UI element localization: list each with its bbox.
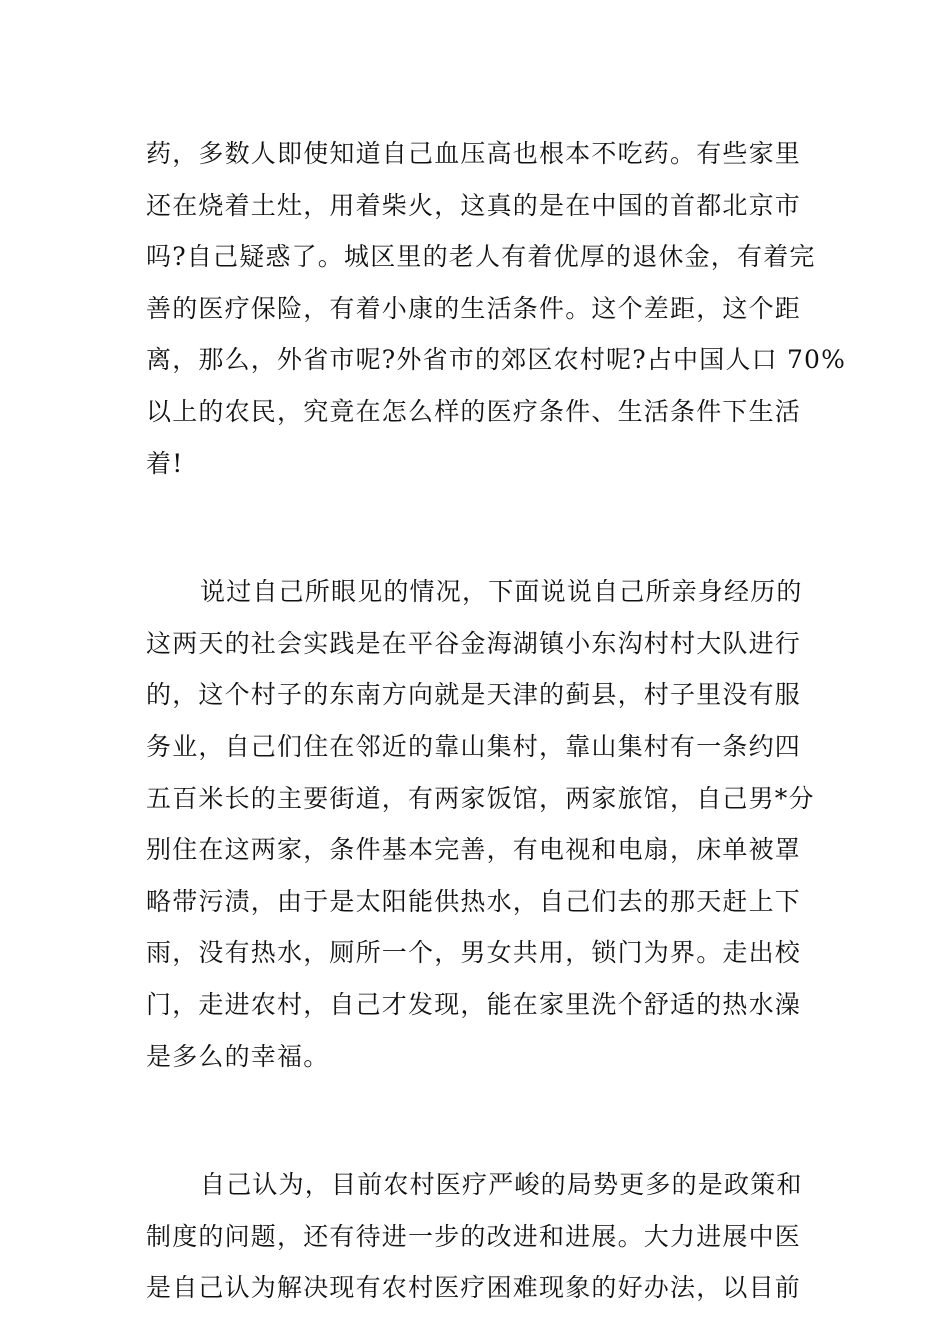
paragraph-line: 离，那么，外省市呢?外省市的郊区农村呢?占中国人口 70%: [146, 345, 847, 375]
paragraph-line: 药，多数人即使知道自己血压高也根本不吃药。有些家里: [146, 139, 802, 168]
paragraph-3: [146, 1159, 806, 1314]
paragraph-line: 略带污渍，由于是太阳能供热水，自己们去的那天赶上下: [146, 886, 802, 916]
paragraph-line: 雨，没有热水，厕所一个，男女共用，锁门为界。走出校: [146, 938, 802, 968]
paragraph-line: 五百米长的主要街道，有两家饭馆，两家旅馆，自己男*分: [146, 783, 815, 813]
paragraph-line: 吗?自己疑惑了。城区里的老人有着优厚的退休金，有着完: [146, 242, 816, 272]
document-body: [146, 128, 847, 1314]
paragraph-line: 以上的农民，究竟在怎么样的医疗条件、生活条件下生活: [146, 396, 802, 426]
paragraph-line: 制度的问题，还有待进一步的改进和进展。大力进展中医: [146, 1221, 802, 1251]
paragraph-line: 善的医疗保险，有着小康的生活条件。这个差距，这个距: [146, 293, 802, 323]
paragraph-line: 门，走进农村，自己才发现，能在家里洗个舒适的热水澡: [146, 989, 802, 1019]
paragraph-spacer: [146, 489, 806, 566]
paragraph-2: [146, 566, 815, 1082]
paragraph-line: 是多么的幸福。: [146, 1041, 330, 1071]
paragraph-spacer: [146, 1082, 806, 1159]
paragraph-line: 这两天的社会实践是在平谷金海湖镇小东沟村村大队进行: [146, 628, 802, 658]
paragraph-line: 别住在这两家，条件基本完善，有电视和电扇，床单被罩: [146, 835, 802, 865]
paragraph-line: 说过自己所眼见的情况，下面说说自己所亲身经历的: [200, 577, 803, 607]
paragraph-line: 是自己认为解决现有农村医疗困难现象的好办法，以目前: [146, 1273, 802, 1303]
paragraph-line: 自己认为，目前农村医疗严峻的局势更多的是政策和: [200, 1170, 803, 1200]
paragraph-line: 的，这个村子的东南方向就是天津的蓟县，村子里没有服: [146, 680, 802, 710]
paragraph-1: [146, 128, 847, 489]
paragraph-line: 务业，自己们住在邻近的靠山集村，靠山集村有一条约四: [146, 731, 802, 761]
paragraph-line: 还在烧着土灶，用着柴火，这真的是在中国的首都北京市: [146, 190, 802, 220]
paragraph-line: 着!: [146, 448, 184, 478]
